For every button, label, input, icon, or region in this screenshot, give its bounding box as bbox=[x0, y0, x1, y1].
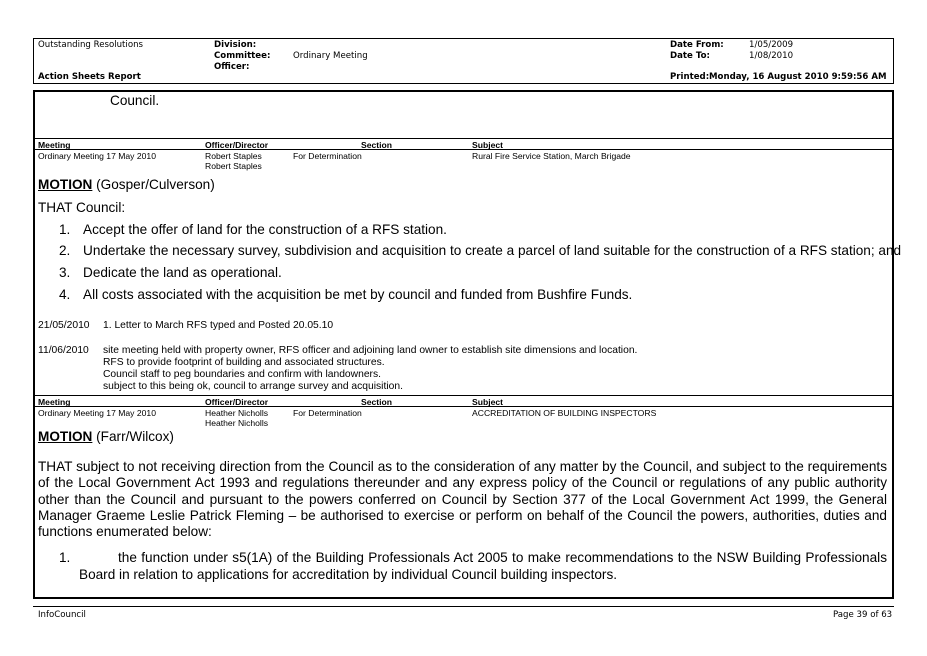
motion-heading bbox=[38, 429, 174, 445]
action-note-text: RFS to provide footprint of building and associated structures. bbox=[103, 357, 385, 368]
col-section: Section bbox=[361, 140, 393, 150]
division-label: Division: bbox=[214, 40, 257, 50]
item-section: For Determination bbox=[293, 151, 362, 161]
point-number: 1. bbox=[59, 222, 71, 237]
report-name: Outstanding Resolutions bbox=[38, 40, 143, 50]
footer-system: InfoCouncil bbox=[38, 610, 86, 620]
col-meeting: Meeting bbox=[38, 140, 71, 150]
col-subject: Subject bbox=[472, 397, 504, 407]
col-meeting: Meeting bbox=[38, 397, 71, 407]
item-meeting: Ordinary Meeting 17 May 2010 bbox=[38, 151, 156, 161]
point-number: 2. bbox=[59, 243, 71, 258]
motion-intro: THAT Council: bbox=[38, 200, 126, 215]
motion-heading bbox=[38, 177, 215, 193]
action-note-date: 11/06/2010 bbox=[38, 345, 89, 356]
item-officer: Heather Nicholls bbox=[205, 408, 269, 418]
item-subject: Rural Fire Service Station, March Brigade bbox=[472, 151, 631, 161]
action-note-text: subject to this being ok, council to arrange survey and acquisition. bbox=[103, 381, 403, 392]
printed-value: Monday, 16 August 2010 9:59:56 AM bbox=[709, 72, 887, 82]
motion-movers: (Farr/Wilcox) bbox=[92, 429, 174, 444]
table-header-rule bbox=[35, 138, 892, 139]
table-header-rule bbox=[35, 149, 892, 150]
item-section: For Determination bbox=[293, 408, 362, 418]
date-from-label: Date From: bbox=[670, 40, 724, 50]
printed-label: Printed: bbox=[670, 72, 710, 82]
point-text: All costs associated with the acquisition be met by council and funded from Bushfire Funds. bbox=[83, 287, 633, 302]
point-text: Undertake the necessary survey, subdivision and acquisition to create a parcel of land suitable for the construction of a RFS station; and bbox=[83, 243, 902, 258]
footer-rule bbox=[33, 606, 894, 607]
motion-paragraph: THAT subject to not receiving direction from the Council as to the consideration of any matter by the Council, and subject to the requirements of the Local Government Act 1993 and regulations thereunder and any express policy of the Council or regulations of any public authority other than the Council and pursuant to the powers conferred on Council by Section 377 of the Local Government Act 1999, the General Manager Graeme Leslie Patrick Fleming – be authorised to exercise or perform on behalf of the Council the powers, authorities, duties and functions enumerated below: bbox=[38, 459, 887, 540]
page-number: Page 39 of 63 bbox=[833, 610, 893, 620]
action-note-text: Council staff to peg boundaries and confirm with landowners. bbox=[103, 369, 381, 380]
committee-label: Committee: bbox=[214, 51, 271, 61]
motion-label: MOTION bbox=[38, 177, 93, 192]
motion-label: MOTION bbox=[38, 429, 93, 444]
col-officer: Officer/Director bbox=[205, 140, 269, 150]
point-number: 1. bbox=[59, 550, 71, 565]
item-meeting: Ordinary Meeting 17 May 2010 bbox=[38, 408, 156, 418]
col-officer: Officer/Director bbox=[205, 397, 269, 407]
carryover-text: Council. bbox=[110, 93, 160, 108]
date-to-label: Date To: bbox=[670, 51, 710, 61]
point-number: 3. bbox=[59, 265, 71, 280]
date-to-value: 1/08/2010 bbox=[749, 51, 794, 61]
point-number: 4. bbox=[59, 287, 71, 302]
table-header-rule bbox=[35, 406, 892, 407]
action-note-text: site meeting held with property owner, RFS officer and adjoining land owner to establish site dimensions and location. bbox=[103, 345, 638, 356]
date-from-value: 1/05/2009 bbox=[749, 40, 794, 50]
col-section: Section bbox=[361, 397, 393, 407]
table-header-rule bbox=[35, 395, 892, 396]
report-title: Action Sheets Report bbox=[38, 72, 141, 82]
point-text: Accept the offer of land for the construction of a RFS station. bbox=[83, 222, 447, 237]
item-director: Heather Nicholls bbox=[205, 418, 269, 428]
action-note-date: 21/05/2010 bbox=[38, 320, 90, 331]
officer-label: Officer: bbox=[214, 62, 250, 72]
col-subject: Subject bbox=[472, 140, 504, 150]
action-note-text: 1. Letter to March RFS typed and Posted 20.05.10 bbox=[103, 320, 334, 331]
point-text: Dedicate the land as operational. bbox=[83, 265, 282, 280]
item-subject: ACCREDITATION OF BUILDING INSPECTORS bbox=[472, 408, 657, 418]
item-officer: Robert Staples bbox=[205, 151, 262, 161]
item-director: Robert Staples bbox=[205, 161, 262, 171]
committee-value: Ordinary Meeting bbox=[293, 51, 368, 61]
point-text: the function under s5(1A) of the Building Professionals Act 2005 to make recommendations to the NSW Building Professionals Board in relation to applications for accreditation by individual Council building inspectors. bbox=[79, 550, 887, 582]
motion-movers: (Gosper/Culverson) bbox=[92, 177, 215, 192]
